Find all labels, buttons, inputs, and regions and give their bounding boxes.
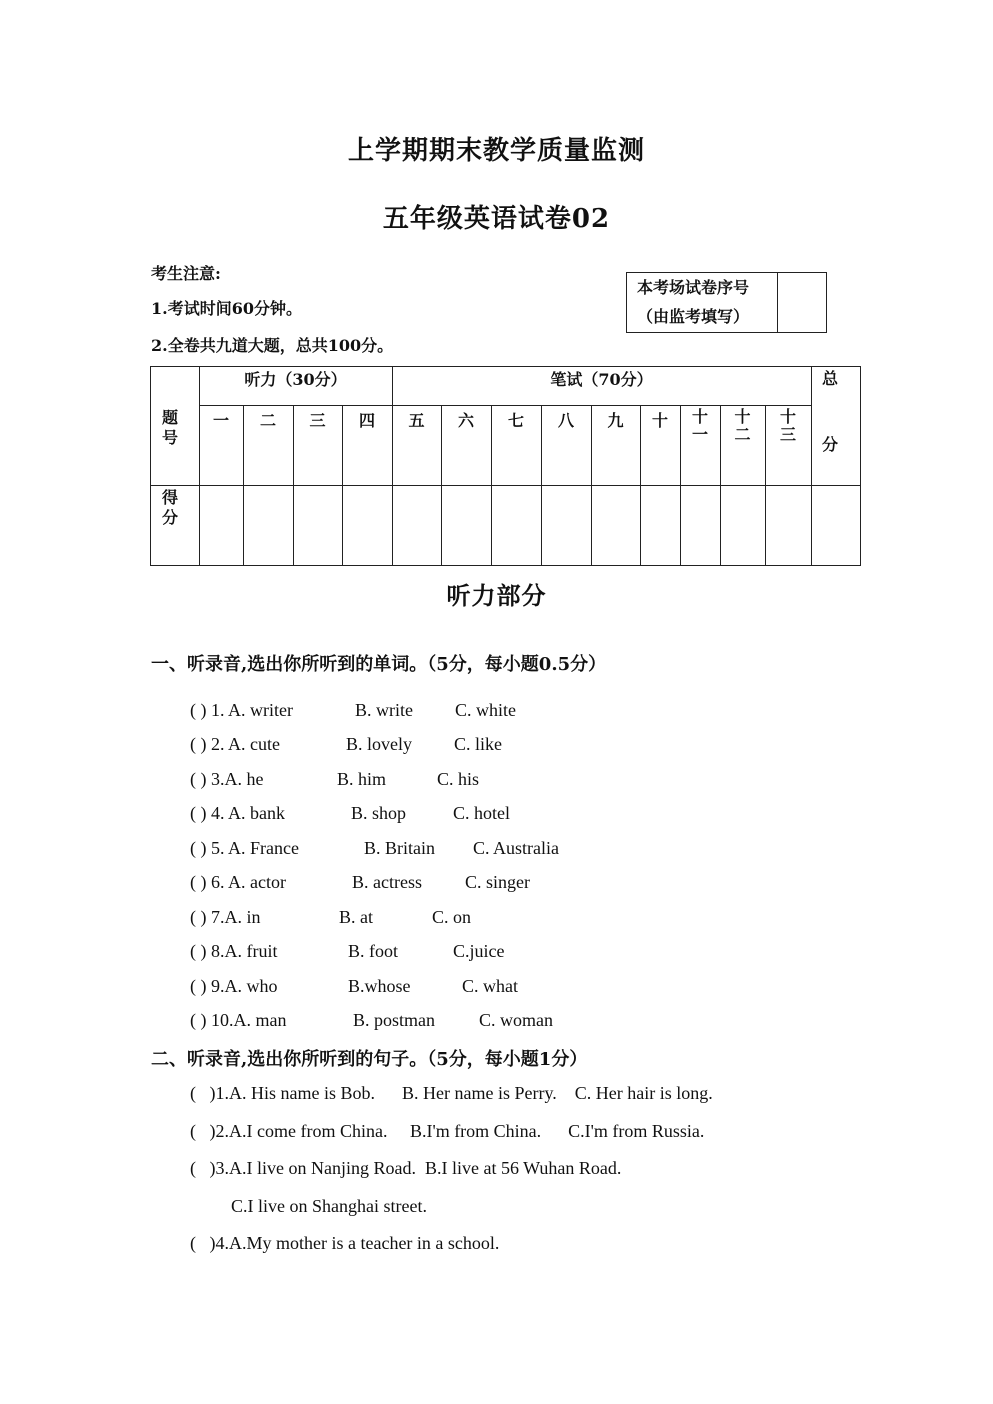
col-label: 八 [557,411,574,430]
part1-item-2-b: B. lovely [346,734,412,754]
part1-item-1-a: ( ) 1. A. writer [190,700,293,720]
exam-title: 上学期期末教学质量监测 [347,136,645,166]
written-header: 笔试（70分） [550,370,653,389]
table-border-bottom [150,565,861,566]
table-col-line [392,366,393,566]
col-label: 二 [259,411,276,430]
part1-item-10-c: C. woman [479,1010,553,1030]
col-label: 十 三 [779,407,796,444]
part1-heading: 一、听录音,选出你所听到的单词。（5分，每小题0.5分） [151,654,607,675]
part1-item-6-a: ( ) 6. A. actor [190,872,286,892]
part1-item-9-a: ( ) 9.A. who [190,976,278,996]
part2-line-3c: C.I live on Shanghai street. [231,1196,427,1216]
part2-line-1: ( )1.A. His name is Bob. B. Her name is Perry. C. Her hair is long. [190,1083,713,1103]
part1-item-9-c: C. what [462,976,518,996]
part1-item-7-a: ( ) 7.A. in [190,907,261,927]
part1-item-10-b: B. postman [353,1010,436,1030]
part1-item-3-a: ( ) 3.A. he [190,769,264,789]
part1-item-6-c: C. singer [465,872,530,892]
notes-line-2: 2.全卷共九道大题，总共100分。 [151,336,394,355]
listening-header: 听力（30分） [244,370,347,389]
part1-item-2-a: ( ) 2. A. cute [190,734,280,754]
score-table [0,0,993,600]
part1-item-2-c: C. like [454,734,502,754]
col-label: 三 [309,411,326,430]
notes-line-1: 1.考试时间60分钟。 [151,299,302,318]
col-label: 十 [651,411,668,430]
col-label: 七 [507,411,524,430]
part2-heading: 二、听录音,选出你所听到的句子。（5分，每小题1分） [151,1049,588,1070]
part2-line-2: ( )2.A.I come from China. B.I'm from China. C.I'm from Russia. [190,1121,705,1141]
col-label: 五 [408,411,425,430]
part1-item-3-c: C. his [437,769,480,789]
notes-heading: 考生注意: [151,264,221,283]
part1-item-5-a: ( ) 5. A. France [190,838,299,858]
part2-line-3: ( )3.A.I live on Nanjing Road. B.I live at 56 Wuhan Road. [190,1158,622,1178]
part1-item-4-c: C. hotel [453,803,510,823]
part1-item-4-b: B. shop [351,803,407,823]
row-label-number: 题 号 [162,408,179,447]
col-label: 九 [607,411,624,430]
serial-label-2: （由监考填写） [637,307,750,326]
part1-item-1-b: B. write [355,700,413,720]
row-label-score: 得 分 [162,488,179,527]
part1-item-10-a: ( ) 10.A. man [190,1010,287,1030]
part1-item-8-c: C.juice [453,941,505,961]
col-label: 一 [212,411,229,430]
total-label: 总 分 [822,369,839,454]
part1-item-1-c: C. white [455,700,516,720]
part1-item-7-c: C. on [432,907,472,927]
part1-item-8-a: ( ) 8.A. fruit [190,941,278,961]
part2-line-4: ( )4.A.My mother is a teacher in a school. [190,1233,500,1253]
part1-item-8-b: B. foot [348,941,399,961]
serial-label-1: 本考场试卷序号 [637,278,750,297]
table-border-right [860,366,861,566]
part1-item-6-b: B. actress [352,872,422,892]
table-col-line [199,366,200,566]
col-label: 六 [457,411,474,430]
part1-item-3-b: B. him [337,769,387,789]
table-border-left [150,366,151,566]
table-line-middle [150,485,861,486]
col-label: 十 二 [734,407,751,444]
section-title: 听力部分 [446,581,547,610]
part1-item-4-a: ( ) 4. A. bank [190,803,285,823]
part1-item-5-b: B. Britain [364,838,435,858]
exam-subtitle: 五年级英语试卷02 [382,204,611,234]
part1-item-9-b: B.whose [348,976,411,996]
part1-item-5-c: C. Australia [473,838,559,858]
col-label: 四 [358,411,375,430]
col-label: 十 一 [691,407,708,444]
part1-item-7-b: B. at [339,907,373,927]
table-col-line [811,366,812,566]
